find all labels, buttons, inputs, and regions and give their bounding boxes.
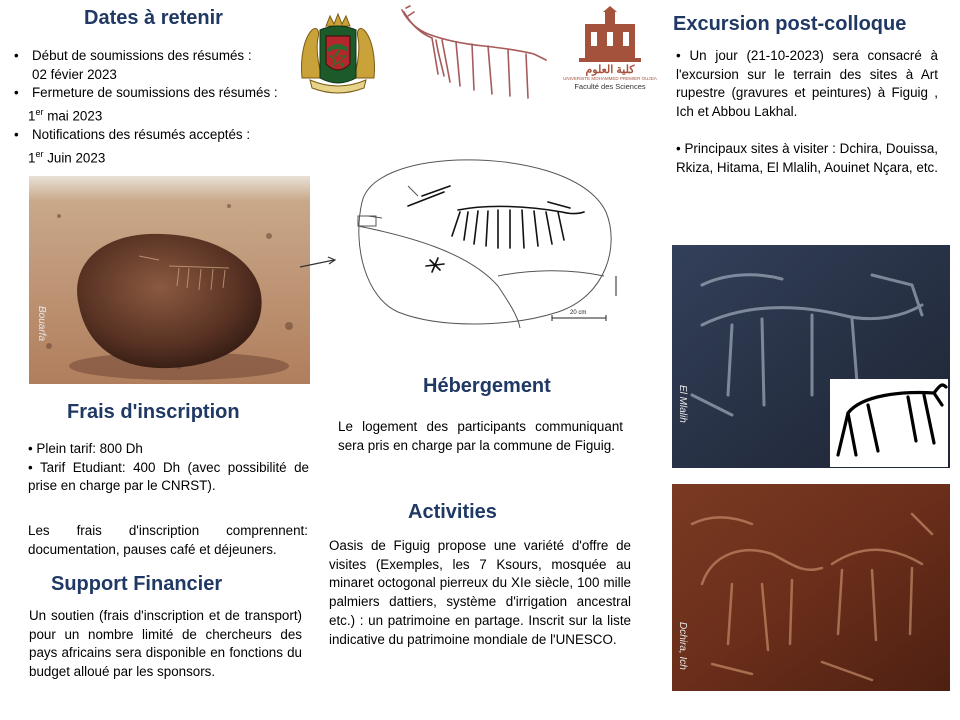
bullet-icon: •	[676, 48, 690, 63]
faculty-arabic-text: كلية العلوم	[585, 64, 635, 76]
engraved-rock-photo	[29, 176, 310, 384]
support-title: Support Financier	[51, 573, 223, 595]
bullet-icon: •	[28, 441, 37, 456]
support-text: Un soutien (frais d'inscription et de transport) pour un nombre limité de chercheurs des pays africains sera disponible en fonctions du budget alloué par les sponsors.	[29, 608, 302, 680]
date-item-label: Notifications des résumés acceptés :	[32, 127, 251, 143]
date-item-notification	[14, 126, 304, 145]
date-item-date	[14, 145, 304, 168]
excursion-p1-text: Un jour (21-10-2023) sera consacré à l'excursion sur le terrain des sites à Art rupestre (gravures et peintures) à Figuig , Ich et Abbou Lakhal.	[676, 48, 938, 120]
coat-of-arms-logo	[296, 8, 380, 94]
faculty-name: Faculté des Sciences	[574, 82, 646, 91]
excursion-p2-text: Principaux sites à visiter : Dchira, Douissa, Rkiza, Hitama, El Mlalih, Aouinet Nçara, etc.	[676, 140, 938, 175]
frais-list	[28, 440, 309, 496]
excursion-text	[676, 47, 938, 177]
date-item-date: 02 févier 2023	[32, 66, 117, 82]
bullet-icon: •	[676, 140, 685, 156]
date-rest: Juin 2023	[43, 150, 106, 166]
date-item-submission-end	[14, 84, 304, 103]
date-item-label: Fermeture de soumissions des résumés :	[32, 85, 278, 101]
excursion-paragraph-1	[676, 47, 938, 122]
bullet-icon: •	[14, 85, 19, 101]
faculty-logo	[562, 6, 658, 102]
date-day: 1	[28, 108, 36, 124]
excursion-paragraph-2	[676, 140, 938, 177]
frais-item-text: Plein tarif: 800 Dh	[36, 441, 143, 456]
photo-credit-bouarfa: Bouarfa	[36, 306, 47, 342]
date-item-submission-start	[14, 47, 304, 66]
university-line: UNIVERSITE MOHAMMED PREMIER OUJDA	[563, 76, 657, 81]
bullet-icon: •	[14, 48, 19, 63]
photo-credit-dchira: Dchira, Ich	[677, 622, 688, 670]
dates-list	[14, 47, 304, 168]
activities-text: Oasis de Figuig propose une variété d'offre de visites (Exemples, les 7 Ksours, mosquée au minaret octogonal pierreux du XIe siècle, 100 mille palmiers dattiers, système d'irrigation ancestral etc.) : un patrimoine en partage. Inscrit sur la liste indicative du patrimoine mondiale de l'UNESCO.	[329, 538, 631, 647]
el-mlalih-engraving-photo	[672, 245, 950, 468]
activities-title: Activities	[408, 501, 497, 523]
frais-item-student	[28, 459, 309, 496]
bullet-icon: •	[14, 127, 19, 143]
hebergement-title: Hébergement	[423, 375, 551, 397]
date-sup: er	[35, 148, 44, 159]
rock-art-drawing-top	[398, 4, 550, 102]
frais-paragraph: Les frais d'inscription comprennent: documentation, pauses café et déjeuners.	[28, 523, 308, 557]
dates-title: Dates à retenir	[84, 7, 223, 29]
hebergement-text: Le logement des participants communiquant sera pris en charge par la commune de Figuig.	[338, 419, 623, 453]
excursion-title: Excursion post-colloque	[673, 13, 907, 35]
frais-item-full	[28, 440, 309, 459]
date-rest: mai 2023	[43, 108, 103, 124]
arrow-icon	[298, 256, 338, 270]
rock-line-drawing	[348, 156, 620, 332]
scale-label: 20 cm	[570, 310, 587, 316]
date-day: 1	[28, 150, 36, 166]
date-sup: er	[35, 107, 44, 118]
bullet-icon: •	[28, 459, 40, 475]
frais-title: Frais d'inscription	[67, 401, 240, 423]
frais-item-text: Tarif Etudiant: 400 Dh (avec possibilité de prise en charge par le CNRST).	[28, 459, 309, 494]
dchira-engraving-photo	[672, 484, 950, 691]
date-item-label: Début de soumissions des résumés :	[32, 48, 252, 63]
photo-credit-el-mlalih: El Mlalih	[677, 385, 688, 423]
date-item-date	[14, 103, 304, 126]
